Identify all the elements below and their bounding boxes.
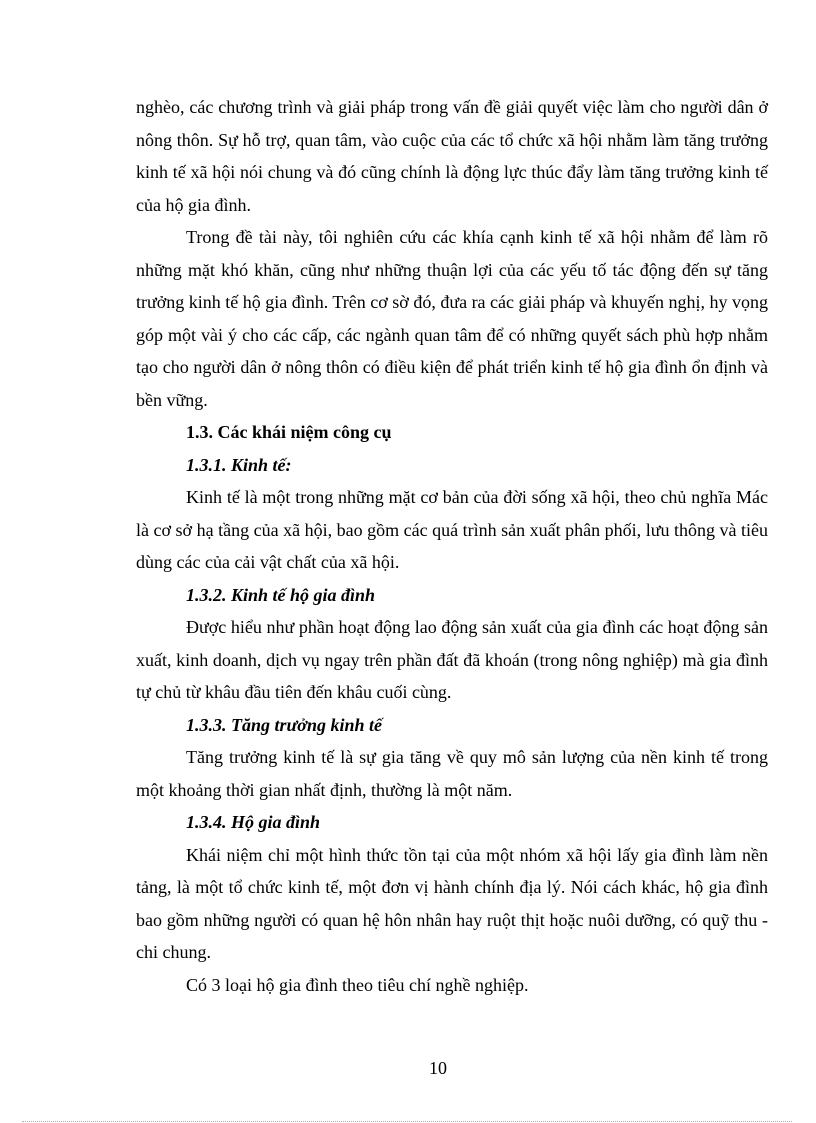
paragraph-continuation: nghèo, các chương trình và giải pháp trong vấn đề giải quyết việc làm cho người dân ở nông thôn. Sự hỗ trợ, quan tâm, vào cuộc của các tổ chức xã hội nhằm làm tăng trưởng kinh tế xã hội nói chung và đó cũng chính là động lực thúc đẩy làm tăng trưởng kinh tế của hộ gia đình. — [136, 97, 768, 215]
page-number: 10 — [429, 1058, 447, 1078]
paragraph-household: Khái niệm chỉ một hình thức tồn tại của một nhóm xã hội lấy gia đình làm nền tảng, là một tổ chức kinh tế, một đơn vị hành chính địa lý. Nói cách khác, hộ gia đình bao gồm những người có quan hệ hôn nhân hay ruột thịt hoặc nuôi dưỡng, có quỹ thu - chi chung. — [136, 844, 768, 962]
subsection-heading-economy: 1.3.1. Kinh tế: — [186, 454, 292, 475]
page-body — [136, 91, 768, 1001]
paragraph-research-scope: Trong đề tài này, tôi nghiên cứu các khía cạnh kinh tế xã hội nhằm để làm rõ những mặt khó khăn, cũng như những thuận lợi của các yếu tố tác động đến sự tăng trưởng kinh tế hộ gia đình. Trên cơ sờ đó, đưa ra các giải pháp và khuyến nghị, hy vọng góp một vài ý cho các cấp, các ngành quan tâm để có những quyết sách phù hợp nhằm tạo cho người dân ở nông thôn có điều kiện để phát triển kinh tế hộ gia đình ổn định và bền vững. — [136, 227, 768, 410]
subsection-heading-economic-growth: 1.3.3. Tăng trưởng kinh tế — [186, 714, 382, 735]
subsection-heading-household: 1.3.4. Hộ gia đình — [186, 812, 321, 832]
paragraph-household-types: Có 3 loại hộ gia đình theo tiêu chí nghề nghiệp. — [186, 974, 529, 995]
paragraph-economy: Kinh tế là một trong những mặt cơ bản của đời sống xã hội, theo chủ nghĩa Mác là cơ sở hạ tầng của xã hội, bao gồm các quá trình sản xuất phân phối, lưu thông và tiêu dùng các của cải vật chất của xã hội. — [136, 487, 768, 572]
section-heading: 1.3. Các khái niệm công cụ — [186, 422, 392, 442]
paragraph-economic-growth: Tăng trưởng kinh tế là sự gia tăng về quy mô sản lượng của nền kinh tế trong một khoảng thời gian nhất định, thường là một năm. — [136, 747, 768, 800]
paragraph-household-economy: Được hiểu như phần hoạt động lao động sản xuất của gia đình các hoạt động sản xuất, kinh doanh, dịch vụ ngay trên phần đất đã khoán (trong nông nghiệp) mà gia đình tự chủ từ khâu đầu tiên đến khâu cuối cùng. — [136, 617, 768, 702]
subsection-heading-household-economy: 1.3.2. Kinh tế hộ gia đình — [186, 584, 376, 605]
page-bottom-divider — [22, 1121, 792, 1122]
